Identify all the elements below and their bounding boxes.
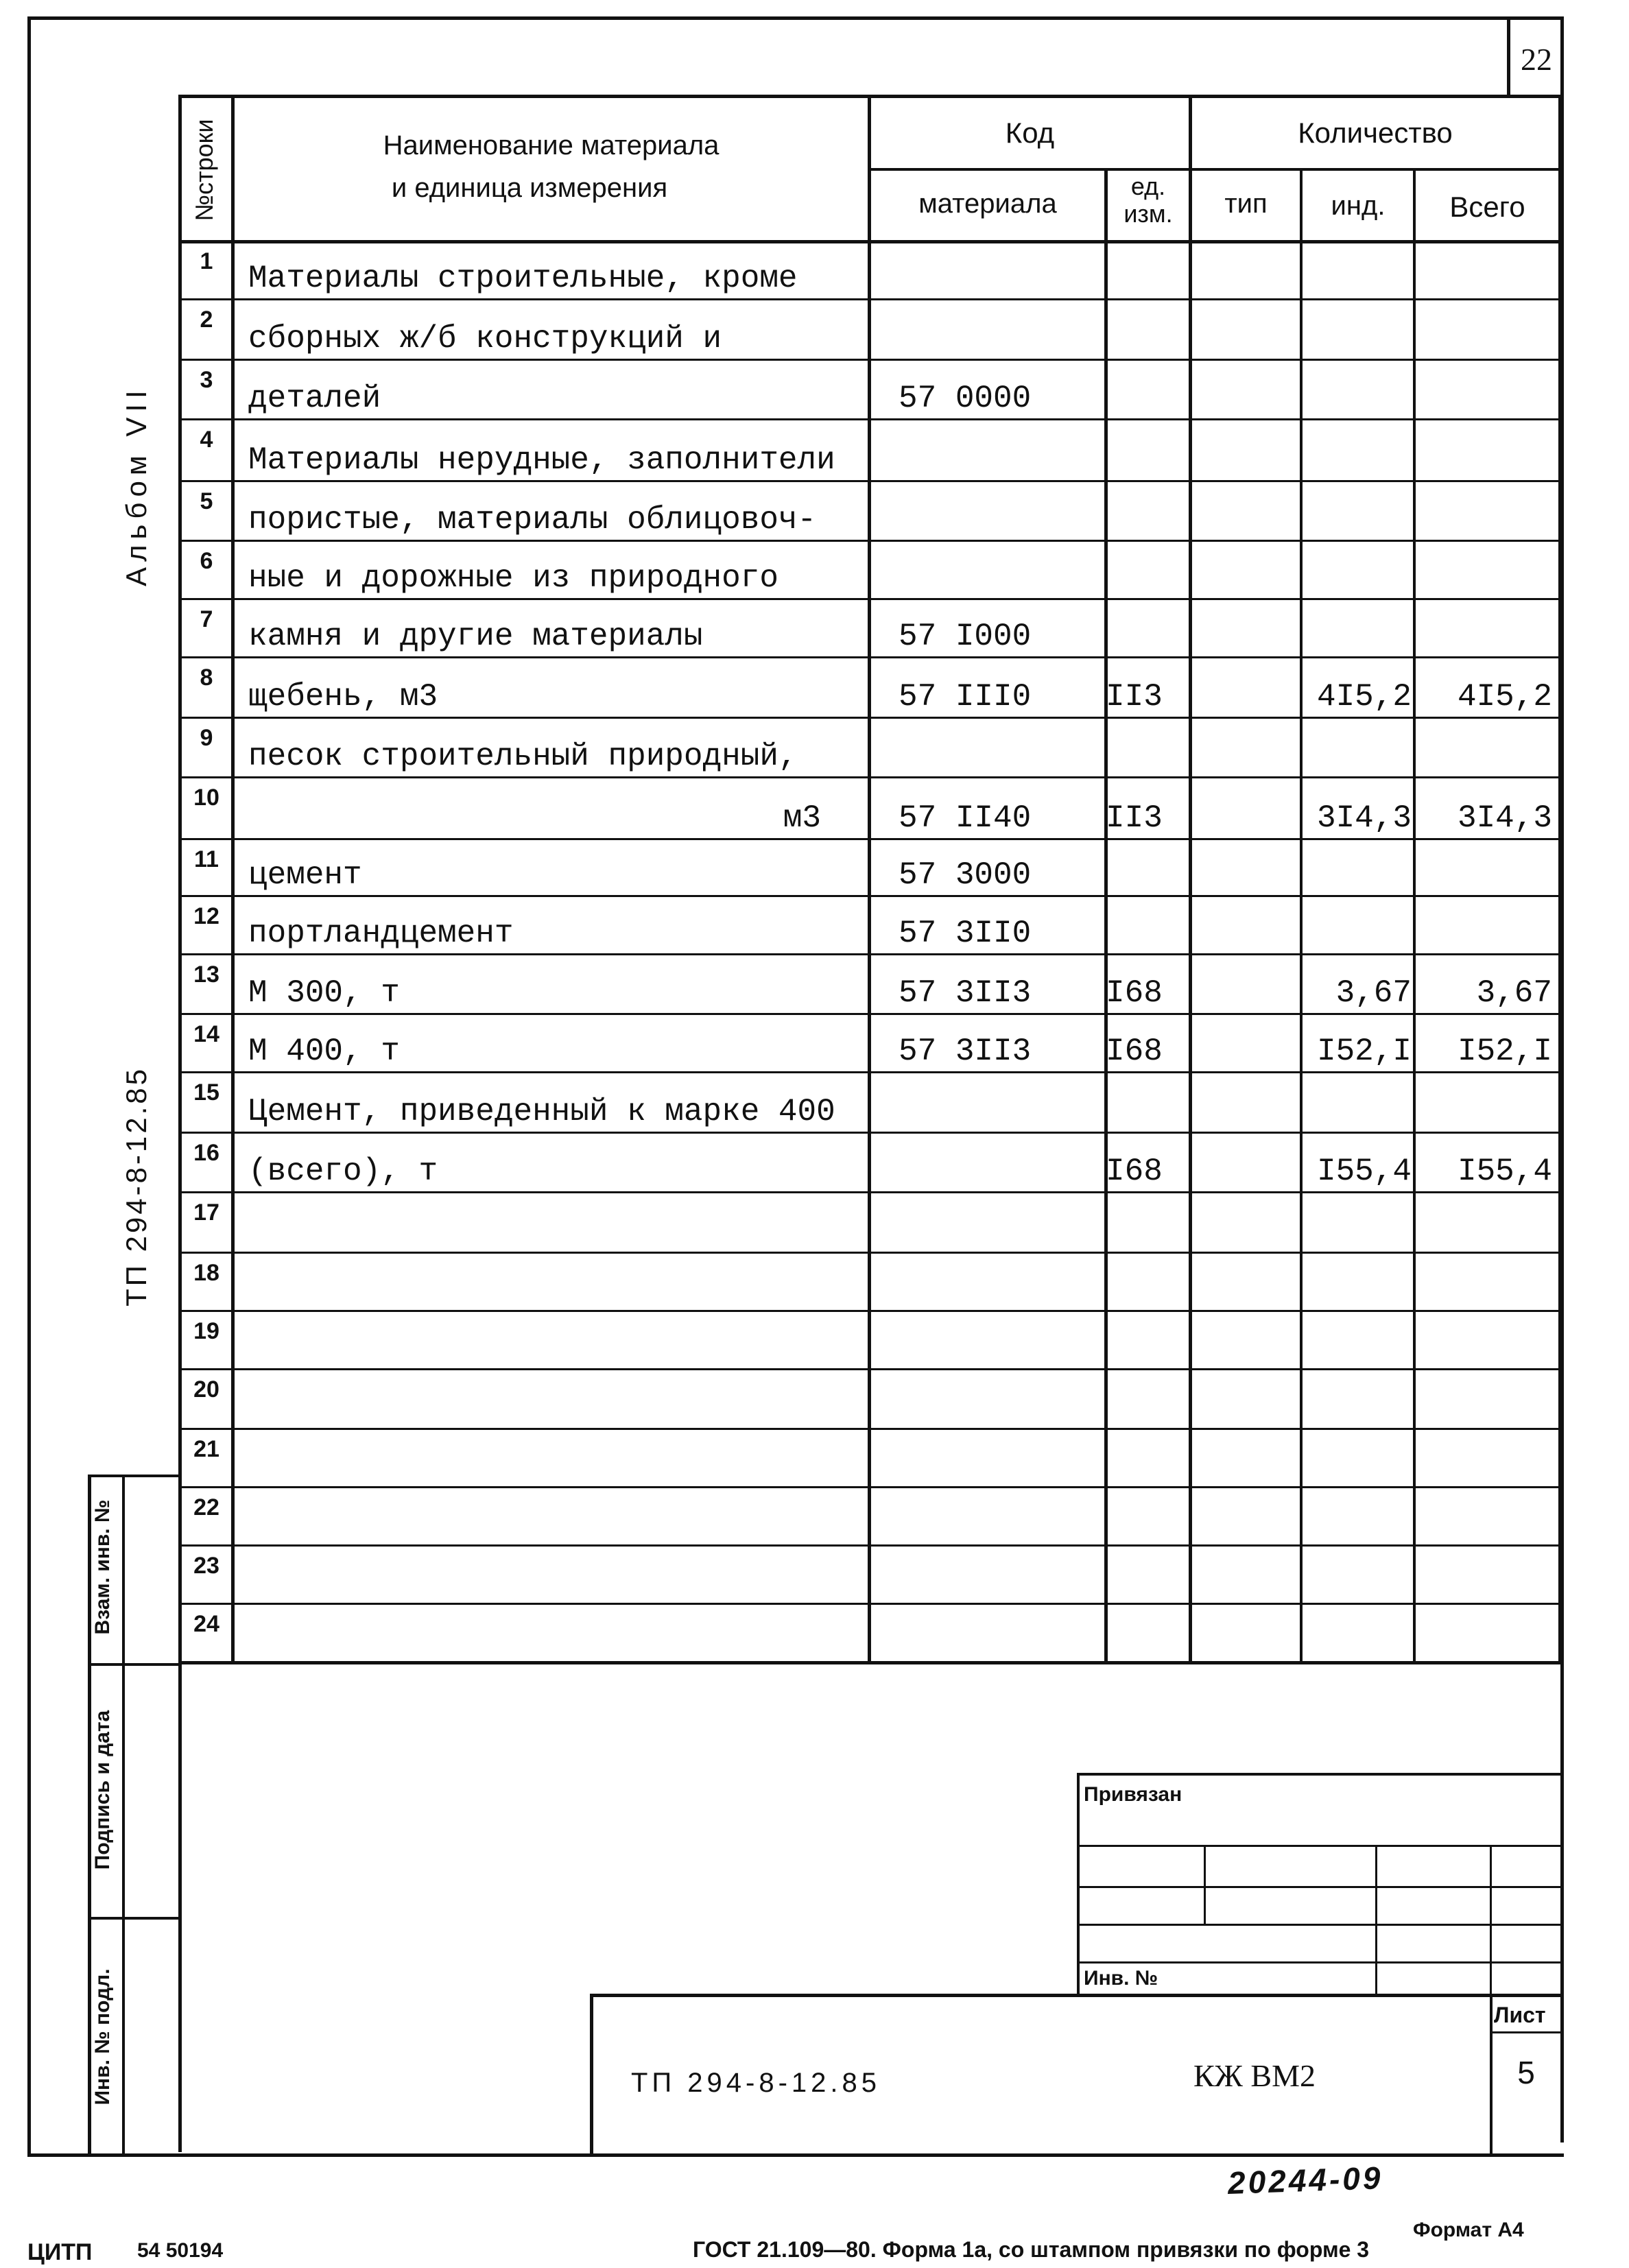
table-row <box>0 895 1629 953</box>
cell-name: камня и другие материалы <box>248 619 703 654</box>
table-row <box>0 1191 1629 1252</box>
table-row <box>0 1603 1629 1661</box>
stamp-inv-podl: Инв. № подл. <box>91 1968 114 2105</box>
cell-row-number: 24 <box>193 1611 219 1637</box>
cell-name: м3 <box>783 800 821 836</box>
cell-row-number: 7 <box>200 606 213 632</box>
table-row <box>0 1252 1629 1310</box>
table-row <box>0 1132 1629 1191</box>
table-row <box>0 1428 1629 1486</box>
cell-row-number: 2 <box>200 307 213 333</box>
table-row <box>0 540 1629 598</box>
title-sheet-value: 5 <box>1517 2055 1535 2090</box>
footer-org: ЦИТП <box>27 2239 93 2265</box>
cell-row-number: 14 <box>193 1021 219 1047</box>
table-row <box>0 1013 1629 1071</box>
cell-name: портландцемент <box>248 916 514 951</box>
table-row <box>0 1071 1629 1132</box>
cell-row-number: 5 <box>200 488 213 514</box>
cell-code: 57 III0 <box>899 679 1032 715</box>
cell-row-number: 19 <box>193 1318 219 1344</box>
side-project-designation: ТП 294-8-12.85 <box>120 1066 152 1307</box>
cell-row-number: 18 <box>193 1260 219 1286</box>
title-designation: ТП 294-8-12.85 <box>631 2068 881 2098</box>
cell-row-number: 23 <box>193 1553 219 1579</box>
cell-name: песок строительный природный, <box>248 739 798 774</box>
cell-row-number: 6 <box>200 548 213 574</box>
table-row <box>0 1544 1629 1603</box>
cell-code: 57 I000 <box>899 619 1032 654</box>
cell-name: деталей <box>248 381 381 416</box>
header-qty-type: тип <box>1224 189 1268 219</box>
cell-name: ные и дорожные из природного <box>248 560 778 596</box>
cell-row-number: 22 <box>193 1494 219 1520</box>
header-code-unit-line2: изм. <box>1123 200 1173 228</box>
cell-code: 57 3000 <box>899 857 1032 893</box>
cell-total: 4I5,2 <box>1457 679 1552 715</box>
page-number: 22 <box>1521 42 1552 77</box>
table-row <box>0 480 1629 540</box>
cell-unit: I68 <box>1106 975 1163 1011</box>
cell-name: М 300, т <box>248 975 400 1011</box>
header-code-material: материала <box>918 189 1057 219</box>
handwritten-number: 20244-09 <box>1227 2160 1384 2201</box>
cell-row-number: 9 <box>200 725 213 751</box>
stamp-inv-no: Инв. № <box>1084 1967 1158 1990</box>
cell-unit: I68 <box>1106 1154 1163 1189</box>
stamp-vzam-inv: Взам. инв. № <box>91 1499 114 1635</box>
cell-row-number: 15 <box>193 1079 219 1106</box>
cell-ind: 3,67 <box>1335 975 1412 1011</box>
cell-total: 3,67 <box>1476 975 1552 1011</box>
header-row-number: №строки <box>190 119 218 222</box>
album-label: Альбом VII <box>120 385 152 586</box>
stamp-podpis-data: Подпись и дата <box>91 1710 114 1870</box>
cell-total: I55,4 <box>1457 1154 1552 1189</box>
table-row <box>0 656 1629 717</box>
cell-ind: I55,4 <box>1316 1154 1412 1189</box>
cell-row-number: 10 <box>193 785 219 811</box>
table-row <box>0 1310 1629 1368</box>
table-row <box>0 298 1629 359</box>
header-code: Код <box>1005 117 1055 149</box>
title-sheet-label: Лист <box>1494 2003 1546 2027</box>
header-qty-ind: инд. <box>1331 191 1386 221</box>
cell-row-number: 1 <box>200 248 213 274</box>
table-row <box>0 717 1629 776</box>
table-row <box>0 418 1629 480</box>
cell-row-number: 3 <box>200 367 213 393</box>
header-name-line2: и единица измерения <box>391 173 668 203</box>
table-row <box>0 359 1629 418</box>
stamp-privyazan: Привязан <box>1084 1783 1182 1806</box>
table-row <box>0 776 1629 838</box>
cell-unit: I68 <box>1106 1034 1163 1069</box>
header-code-unit-line1: ед. <box>1130 172 1166 200</box>
cell-row-number: 11 <box>194 846 219 872</box>
cell-unit: II3 <box>1106 679 1163 715</box>
cell-row-number: 21 <box>193 1436 219 1462</box>
cell-ind: 4I5,2 <box>1316 679 1412 715</box>
cell-row-number: 20 <box>193 1376 219 1402</box>
table-row <box>0 1486 1629 1544</box>
cell-unit: II3 <box>1106 800 1163 836</box>
cell-total: 3I4,3 <box>1457 800 1552 836</box>
footer-gost: ГОСТ 21.109—80. Форма 1а, со штампом привязки по форме 3 <box>693 2237 1370 2262</box>
cell-code: 57 3II3 <box>899 975 1032 1011</box>
table-row <box>0 838 1629 895</box>
cell-row-number: 16 <box>193 1140 219 1166</box>
header-quantity: Количество <box>1298 117 1453 149</box>
cell-total: I52,I <box>1457 1034 1552 1069</box>
table-row <box>0 598 1629 656</box>
cell-name: цемент <box>248 857 362 893</box>
cell-name: Материалы строительные, кроме <box>248 261 798 296</box>
footer-order: 54 50194 <box>137 2239 224 2262</box>
cell-name: (всего), т <box>248 1154 438 1189</box>
cell-name: щебень, м3 <box>248 679 438 715</box>
title-doc-code: КЖ ВМ2 <box>1193 2058 1316 2093</box>
cell-row-number: 13 <box>193 962 219 988</box>
cell-ind: I52,I <box>1316 1034 1412 1069</box>
cell-row-number: 17 <box>193 1199 219 1226</box>
cell-row-number: 12 <box>193 903 219 929</box>
cell-name: Материалы нерудные, заполнители <box>248 442 835 478</box>
cell-code: 57 3II3 <box>899 1034 1032 1069</box>
cell-name: пористые, материалы облицовоч- <box>248 502 817 538</box>
footer-format: Формат А4 <box>1413 2219 1524 2241</box>
cell-name: сборных ж/б конструкций и <box>248 321 722 357</box>
cell-row-number: 8 <box>200 665 213 691</box>
cell-row-number: 4 <box>200 427 213 453</box>
cell-code: 57 II40 <box>899 800 1032 836</box>
cell-code: 57 0000 <box>899 381 1032 416</box>
cell-code: 57 3II0 <box>899 916 1032 951</box>
table-row <box>0 240 1629 298</box>
table-row <box>0 1368 1629 1428</box>
cell-name: Цемент, приведенный к марке 400 <box>248 1094 835 1130</box>
header-qty-total: Всего <box>1449 191 1525 223</box>
header-name-line1: Наименование материала <box>383 130 720 160</box>
cell-name: М 400, т <box>248 1034 400 1069</box>
cell-ind: 3I4,3 <box>1316 800 1412 836</box>
table-row <box>0 953 1629 1013</box>
